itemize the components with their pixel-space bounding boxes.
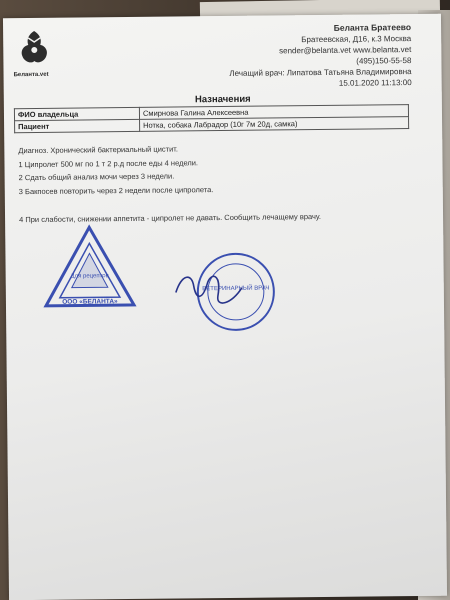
- clinic-header: [229, 22, 412, 90]
- clinic-address: Братеевская, Д16, к.3 Москва: [301, 34, 412, 45]
- clinic-name: Беланта Братеево: [333, 22, 412, 33]
- clinic-phone: (495)150-55-58: [356, 56, 412, 66]
- prescription-item: 2 Сдать общий анализ мочи через 3 недели.: [18, 171, 175, 183]
- triangle-stamp-inner: Для рецептов: [70, 273, 109, 280]
- clinic-logo-icon: [15, 28, 53, 70]
- diagnosis-line: Диагноз. Хронический бактериальный цистит.: [18, 144, 178, 156]
- patient-label: Пациент: [15, 119, 140, 132]
- doctor-name: Лечащий врач: Липатова Татьяна Владимировна: [229, 67, 412, 78]
- round-stamp-text: ВЕТЕРИНАРНЫЙ ВРАЧ: [202, 285, 270, 293]
- clinic-contacts: sender@belanta.vet www.belanta.vet: [279, 45, 412, 56]
- document-datetime: 15.01.2020 11:13:00: [338, 78, 412, 88]
- prescription-body: [18, 140, 419, 198]
- patient-value: Нотка, собака Лабрадор (10г 7м 20д, самка): [140, 117, 409, 132]
- owner-label: ФИО владельца: [14, 107, 139, 120]
- triangle-stamp-text: ООО «БЕЛАНТА»: [62, 298, 118, 306]
- clinic-logo-text: Беланта.vet: [13, 71, 49, 79]
- round-stamp-icon: [171, 251, 282, 336]
- owner-value: Смирнова Галина Алексеевна: [139, 105, 408, 120]
- document-title: Назначения: [194, 93, 251, 106]
- prescription-note: 4 При слабости, снижении аппетита - ципролет не давать. Сообщить лечащему врачу.: [19, 211, 322, 225]
- prescription-item: 1 Ципролет 500 мг по 1 т 2 р.д после еды 4 недели.: [18, 157, 199, 169]
- patient-info-table: [14, 104, 409, 133]
- prescription-item: 3 Бакпосев повторить через 2 недели после ципролета.: [18, 184, 214, 196]
- prescription-sheet: [3, 14, 447, 600]
- triangle-stamp-icon: [41, 223, 138, 310]
